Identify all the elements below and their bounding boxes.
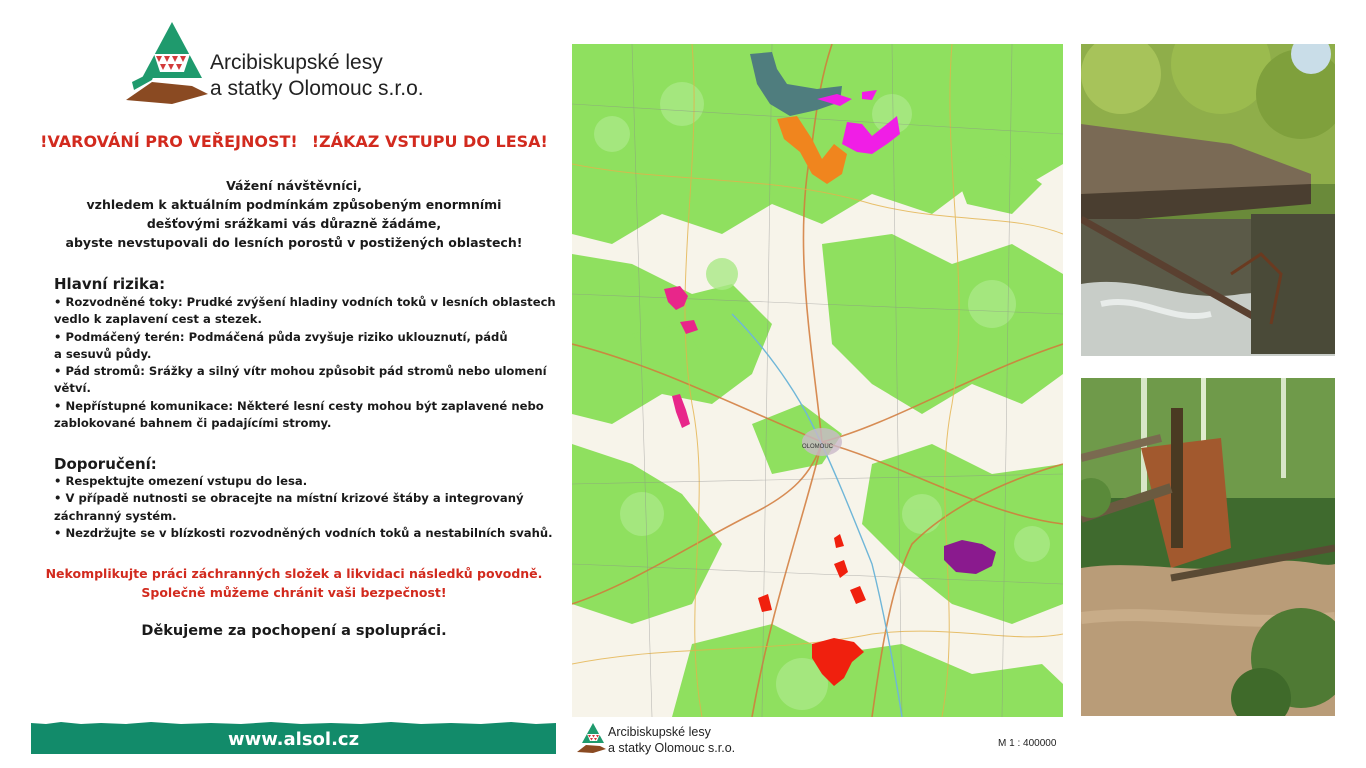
recommendations-title: Doporučení: [54, 455, 157, 473]
risk-line: vedlo k zaplavení cest a stezek. [54, 312, 262, 327]
map-company-name [608, 724, 735, 756]
greeting-line: dešťovými srážkami vás důrazně žádáme, [146, 216, 442, 231]
company-name [210, 50, 424, 102]
risks-list [54, 294, 554, 432]
recommendations-list [54, 473, 554, 542]
risk-line: • Pád stromů: Srážky a silný vítr mohou způsobit pád stromů nebo ulomení [54, 364, 547, 379]
risk-line: a sesuvů půdy. [54, 346, 152, 361]
map-company-line1: Arcibiskupské lesy [608, 725, 711, 739]
greeting-line: vzhledem k aktuálním podmínkám způsobeným enormními [86, 197, 502, 212]
risk-line: • Podmáčený terén: Podmáčená půda zvyšuje riziko uklouznutí, pádů [54, 329, 508, 344]
appeal-line: Společně můžeme chránit vaši bezpečnost! [141, 585, 447, 600]
recommendation-line: • V případě nutnosti se obracejte na místní krizové štáby a integrovaný [54, 491, 524, 506]
website-link[interactable]: www.alsol.cz [227, 728, 360, 750]
greeting-line: Vážení návštěvníci, [226, 178, 362, 193]
warning-no-entry: !ZÁKAZ VSTUPU DO LESA! [311, 132, 548, 151]
appeal-block [40, 564, 548, 602]
appeal-line: Nekomplikujte práci záchranných složek a likvidaci následků povodně. [45, 566, 543, 581]
forest-map [572, 44, 1063, 717]
map-logo [576, 722, 606, 754]
warning-public: !VAROVÁNÍ PRO VEŘEJNOST! [40, 132, 298, 151]
recommendation-line: • Respektujte omezení vstupu do lesa. [54, 474, 308, 488]
footer-bar [31, 724, 556, 754]
recommendation-line: záchranný systém. [54, 508, 177, 523]
risk-line: zablokované bahnem či padajícími stromy. [54, 416, 332, 431]
city-label: OLOMOUC [802, 444, 834, 450]
photo-damaged-bridge [1081, 44, 1335, 356]
greeting-line: abyste nevstupovali do lesních porostů v postižených oblastech! [65, 235, 523, 250]
greeting-block [40, 176, 548, 252]
map-company-line2: a statky Olomouc s.r.o. [608, 741, 736, 755]
map-scale: M 1 : 400000 [998, 738, 1057, 749]
risks-title: Hlavní rizika: [54, 275, 166, 293]
recommendation-line: • Nezdržujte se v blízkosti rozvodněných vodních toků a nestabilních svahů. [54, 525, 553, 540]
thanks-text: Děkujeme za pochopení a spolupráci. [141, 623, 447, 639]
risk-line: • Rozvodněné toky: Prudké zvýšení hladiny vodních toků v lesních oblastech [54, 295, 556, 309]
photo-fallen-trees [1081, 378, 1335, 716]
company-name-line2: a statky Olomouc s.r.o. [210, 77, 424, 100]
company-logo [122, 20, 208, 106]
risk-line: • Nepřístupné komunikace: Některé lesní cesty mohou být zaplavené nebo [54, 398, 544, 413]
company-name-line1: Arcibiskupské lesy [210, 51, 383, 74]
warning-headline [40, 132, 548, 151]
footer-texture [31, 719, 556, 727]
risk-line: větví. [54, 381, 91, 396]
